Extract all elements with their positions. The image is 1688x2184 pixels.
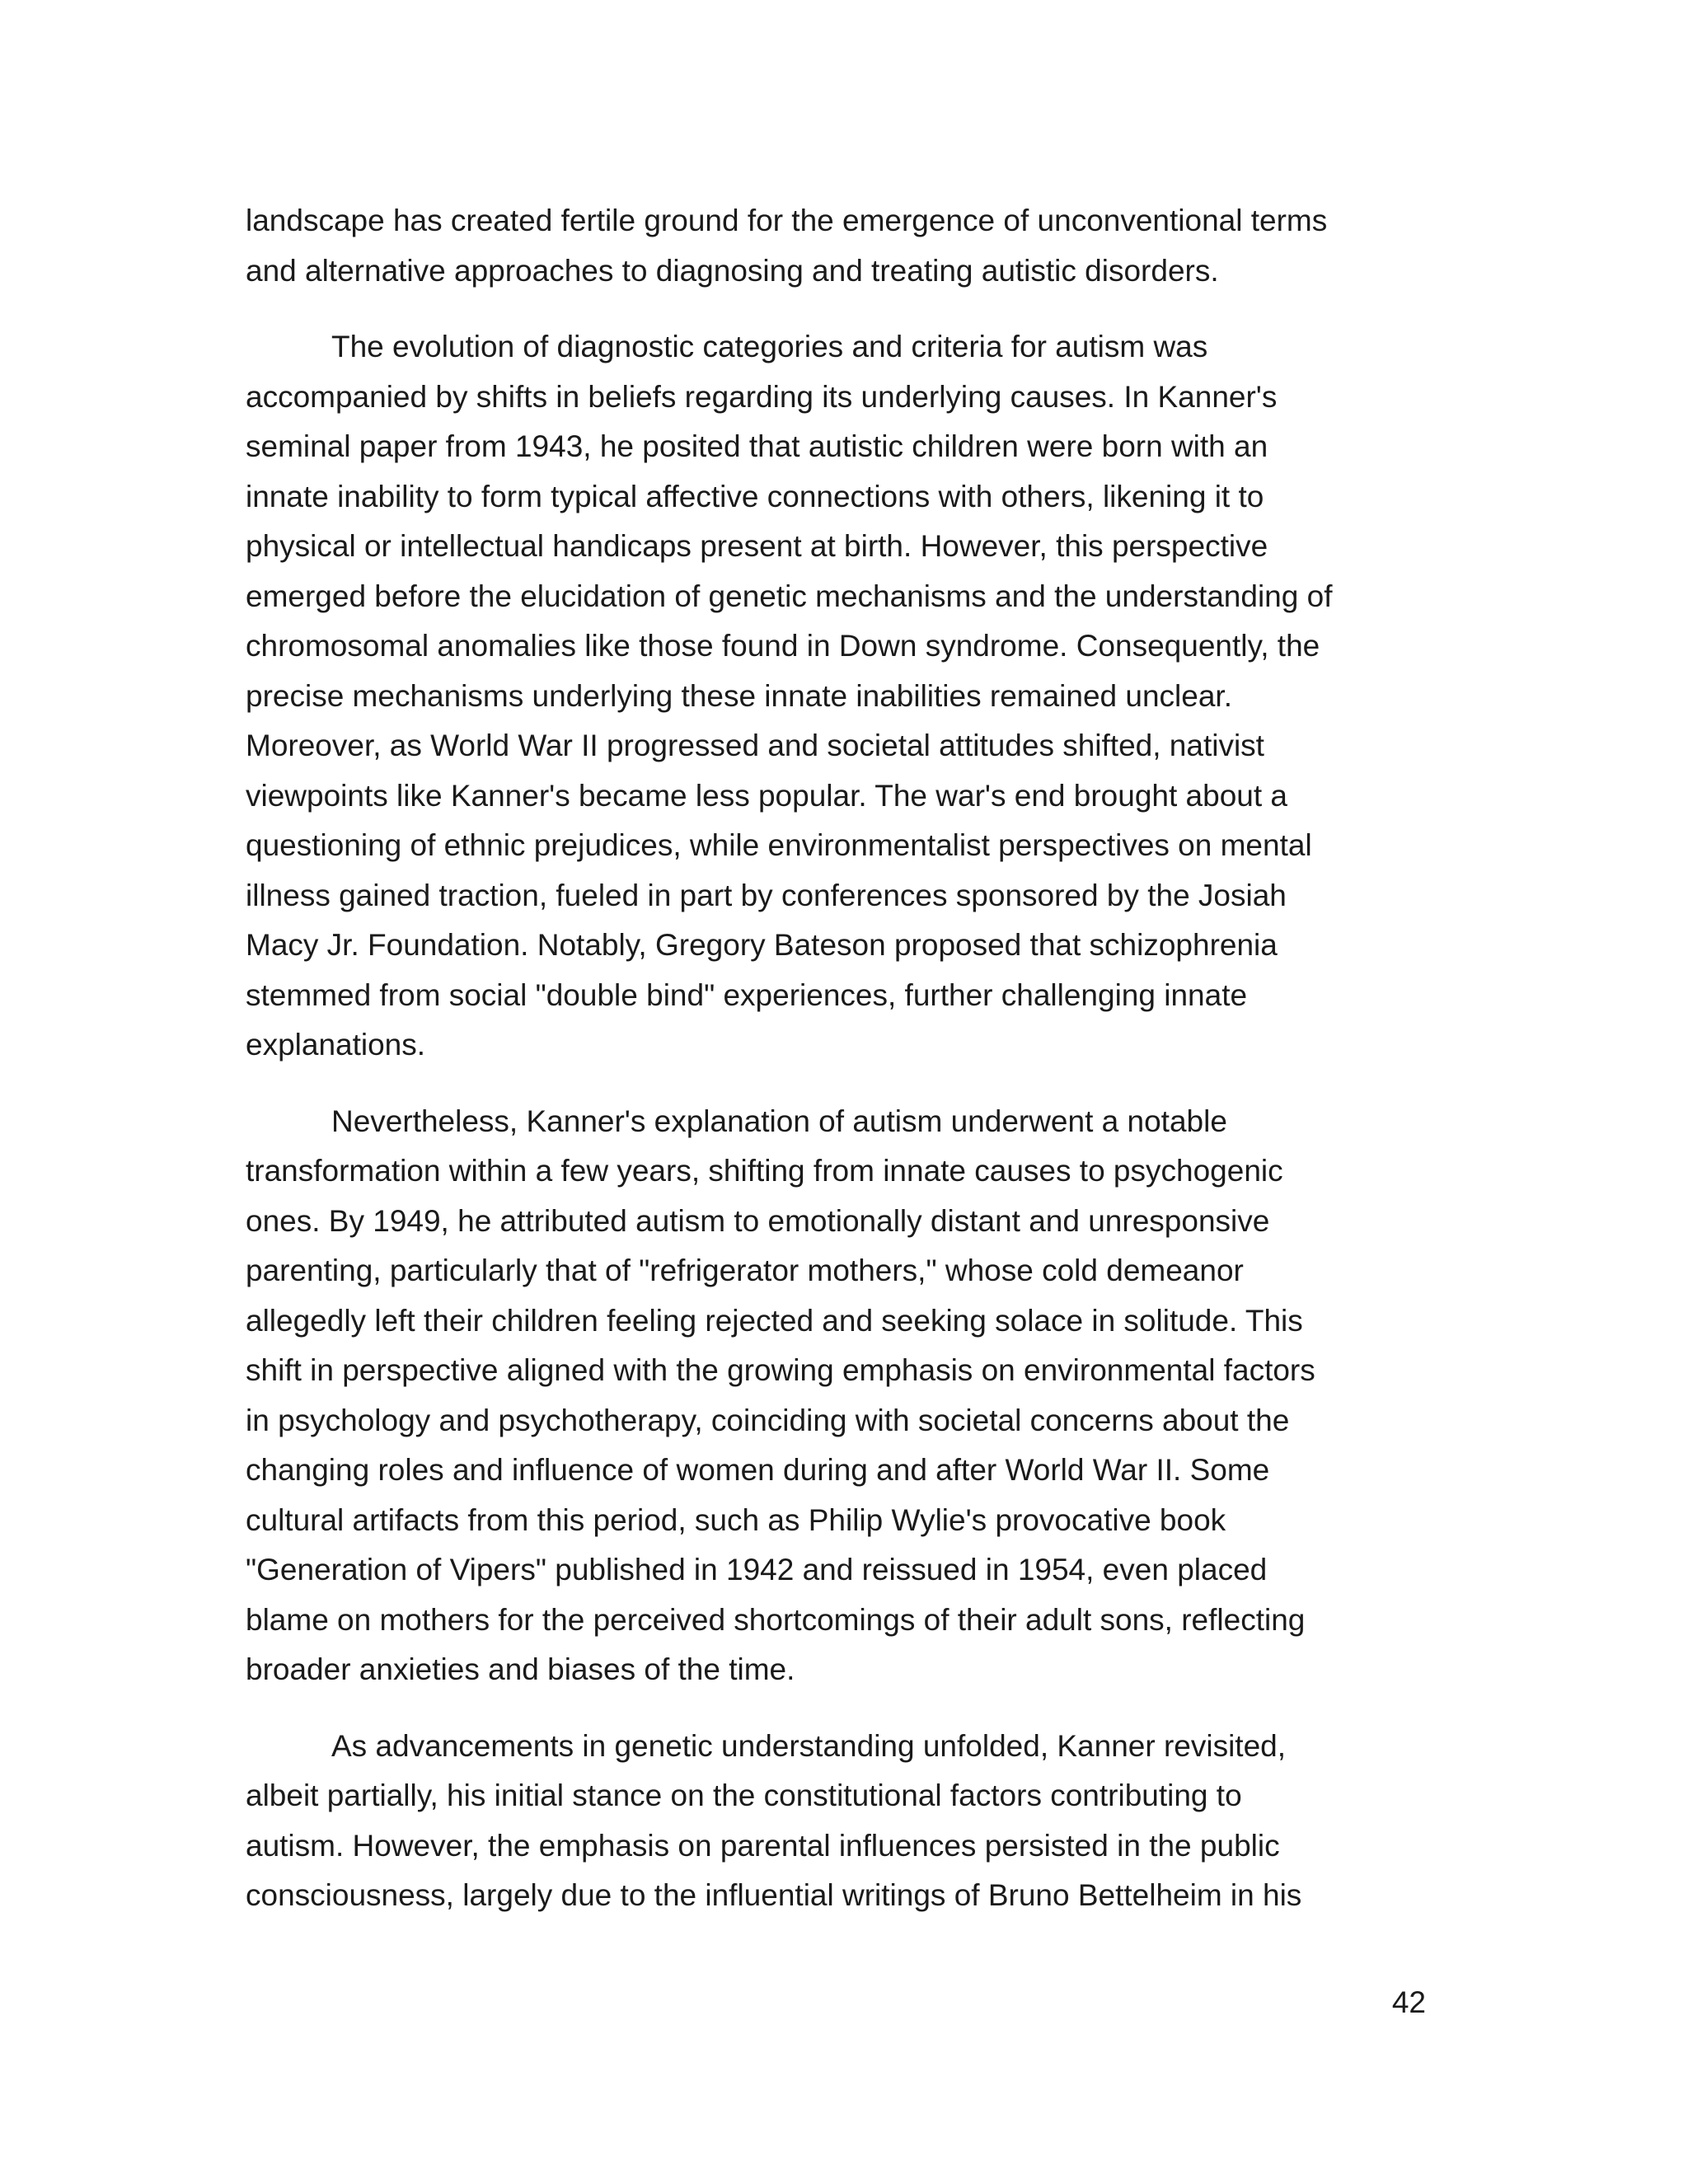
page-number: 42 [1391,1985,1426,2019]
text-line: shift in perspective aligned with the growing emphasis on environmental factors [246,1353,1315,1387]
text-line: landscape has created fertile ground for the emergence of unconventional terms [246,204,1328,237]
text-line: explanations. [246,1028,426,1062]
text-line: physical or intellectual handicaps present at birth. However, this perspective [246,529,1268,563]
paragraph [246,1097,1432,1695]
paragraph [246,322,1432,1071]
text-line: Nevertheless, Kanner's explanation of autism underwent a notable [331,1104,1227,1138]
text-line: changing roles and influence of women during and after World War II. Some [246,1453,1270,1487]
text-line: questioning of ethnic prejudices, while environmentalist perspectives on mental [246,828,1312,862]
text-line: in psychology and psychotherapy, coinciding with societal concerns about the [246,1403,1290,1437]
paragraph-gap [246,296,1432,322]
text-line-indented [246,1097,1432,1147]
text-line: broader anxieties and biases of the time. [246,1652,795,1686]
body-text [246,196,1432,1921]
text-line: illness gained traction, fueled in part by conferences sponsored by the Josiah [246,878,1287,912]
text-line: innate inability to form typical affective connections with others, likening it to [246,479,1264,513]
text-line: allegedly left their children feeling rejected and seeking solace in solitude. This [246,1303,1303,1338]
text-line: "Generation of Vipers" published in 1942 and reissued in 1954, even placed [246,1553,1268,1586]
text-line: As advancements in genetic understanding unfolded, Kanner revisited, [331,1728,1287,1763]
paragraph [246,196,1432,296]
text-line: and alternative approaches to diagnosing and treating autistic disorders. [246,253,1219,288]
text-line: viewpoints like Kanner's became less popular. The war's end brought about a [246,778,1287,813]
text-line: accompanied by shifts in beliefs regarding its underlying causes. In Kanner's [246,379,1278,414]
text-line: stemmed from social "double bind" experiences, further challenging innate [246,977,1248,1012]
paragraph-gap [246,1071,1432,1097]
text-line: chromosomal anomalies like those found in Down syndrome. Consequently, the [246,629,1320,663]
text-line: ones. By 1949, he attributed autism to emotionally distant and unresponsive [246,1203,1270,1238]
paragraph-gap [246,1695,1432,1722]
text-line: The evolution of diagnostic categories and criteria for autism was [331,330,1208,363]
text-line: autism. However, the emphasis on parental influences persisted in the public [246,1828,1280,1863]
text-line: consciousness, largely due to the influential writings of Bruno Bettelheim in his [246,1878,1302,1912]
text-line: transformation within a few years, shifting from innate causes to psychogenic [246,1154,1283,1188]
paragraph [246,1722,1432,1921]
text-line: Moreover, as World War II progressed and societal attitudes shifted, nativist [246,729,1264,762]
text-line-indented [246,322,1432,373]
text-line: blame on mothers for the perceived shortcomings of their adult sons, reflecting [246,1602,1306,1637]
text-line: Macy Jr. Foundation. Notably, Gregory Bateson proposed that schizophrenia [246,928,1278,962]
text-line: cultural artifacts from this period, such as Philip Wylie's provocative book [246,1502,1226,1537]
text-line: parenting, particularly that of "refrigerator mothers," whose cold demeanor [246,1254,1244,1287]
text-line: seminal paper from 1943, he posited that autistic children were born with an [246,429,1268,463]
text-line: precise mechanisms underlying these innate inabilities remained unclear. [246,678,1232,713]
text-line-indented [246,1722,1432,1772]
text-line: albeit partially, his initial stance on the constitutional factors contributing to [246,1779,1242,1812]
text-line: emerged before the elucidation of genetic mechanisms and the understanding of [246,579,1333,613]
